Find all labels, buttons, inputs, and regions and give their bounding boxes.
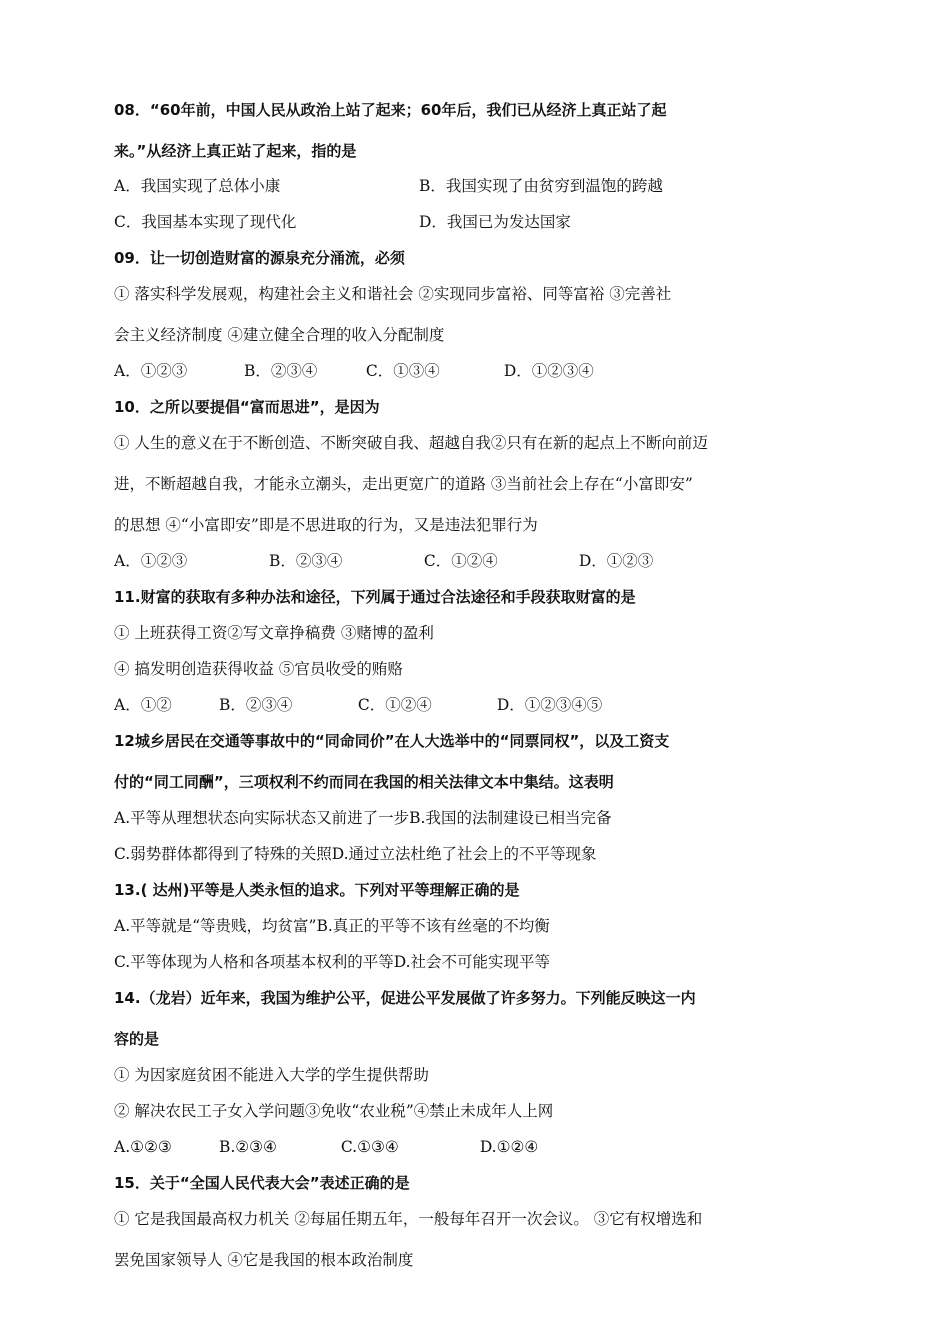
question-10-option-d: D．①②③ [578, 552, 654, 570]
question-10-options [114, 551, 653, 571]
question-10-items-line-3: 的思想 ④“小富即安”即是不思进取的行为，又是违法犯罪行为 [114, 516, 538, 534]
question-08-option-a: A．我国实现了总体小康 [114, 177, 281, 195]
question-10-stem: 10．之所以要提倡“富而思进”，是因为 [114, 398, 380, 416]
question-09-option-a: A．①②③ [114, 362, 188, 380]
question-11-stem: 11.财富的获取有多种办法和途径，下列属于通过合法途径和手段获取财富的是 [114, 588, 636, 606]
question-14-stem-line-1: 14.（龙岩）近年来，我国为维护公平，促进公平发展做了许多努力。下列能反映这一内 [114, 989, 696, 1007]
question-11-option-b: B．②③④ [218, 696, 293, 714]
question-11-items-line-2: ④ 搞发明创造获得收益 ⑤官员收受的贿赂 [114, 660, 403, 678]
question-08-stem-line-1: 08．“60年前，中国人民从政治上站了起来；60年后，我们已从经济上真正站了起 [114, 101, 667, 119]
question-13-stem: 13.( 达州)平等是人类永恒的追求。下列对平等理解正确的是 [114, 881, 520, 899]
question-14-items-line-2: ② 解决农民工子女入学问题③免收“农业税”④禁止未成年人上网 [114, 1102, 554, 1120]
question-15-items-line-2: 罢免国家领导人 ④它是我国的根本政治制度 [114, 1251, 414, 1269]
question-11-items-line-1: ① 上班获得工资②写文章挣稿费 ③赌博的盈利 [114, 624, 434, 642]
question-08-stem-line-2: 来。”从经济上真正站了起来，指的是 [114, 142, 357, 160]
question-14-stem-line-2: 容的是 [114, 1030, 160, 1048]
question-15-items-line-1: ① 它是我国最高权力机关 ②每届任期五年，一般每年召开一次会议。 ③它有权增选和 [114, 1210, 703, 1228]
question-13-options-row-2: C.平等体现为人格和各项基本权利的平等D.社会不可能实现平等 [114, 953, 551, 971]
question-12-stem-line-2: 付的“同工同酬”，三项权利不约而同在我国的相关法律文本中集结。这表明 [114, 773, 614, 791]
question-11-option-d: D．①②③④⑤ [496, 696, 603, 714]
question-08-options-row-2 [114, 212, 571, 232]
question-14-options [114, 1137, 538, 1157]
question-09-stem: 09．让一切创造财富的源泉充分涌流，必须 [114, 249, 405, 267]
question-09-items-line-1: ① 落实科学发展观，构建社会主义和谐社会 ②实现同步富裕、同等富裕 ③完善社 [114, 285, 672, 303]
question-09-options [114, 361, 594, 381]
question-09-option-c: C．①③④ [365, 362, 440, 380]
question-08-options-row-1 [114, 176, 663, 196]
question-10-option-a: A．①②③ [114, 552, 188, 570]
question-14-option-c: C.①③④ [340, 1138, 399, 1156]
question-14-option-b: B.②③④ [218, 1138, 277, 1156]
question-11-options [114, 695, 602, 715]
question-08-option-d: D．我国已为发达国家 [418, 213, 571, 231]
question-13-options-row-1: A.平等就是“等贵贱，均贫富”B.真正的平等不该有丝毫的不均衡 [114, 917, 550, 935]
question-14-items-line-1: ① 为因家庭贫困不能进入大学的学生提供帮助 [114, 1066, 429, 1084]
question-10-option-b: B．②③④ [268, 552, 343, 570]
question-10-items-line-1: ① 人生的意义在于不断创造、不断突破自我、超越自我②只有在新的起点上不断向前迈 [114, 434, 708, 452]
question-09-option-b: B．②③④ [243, 362, 318, 380]
question-08-option-c: C．我国基本实现了现代化 [114, 213, 297, 231]
question-08-option-b: B．我国实现了由贫穷到温饱的跨越 [418, 177, 663, 195]
question-12-options-row-2: C.弱势群体都得到了特殊的关照D.通过立法杜绝了社会上的不平等现象 [114, 845, 597, 863]
question-10-option-c: C．①②④ [423, 552, 498, 570]
question-11-option-c: C．①②④ [357, 696, 432, 714]
question-15-stem: 15．关于“全国人民代表大会”表述正确的是 [114, 1174, 410, 1192]
question-14-option-d: D.①②④ [479, 1138, 539, 1156]
question-09-option-d: D．①②③④ [503, 362, 594, 380]
question-14-option-a: A.①②③ [114, 1138, 172, 1156]
question-11-option-a: A．①② [114, 696, 172, 714]
question-09-items-line-2: 会主义经济制度 ④建立健全合理的收入分配制度 [114, 326, 445, 344]
question-12-options-row-1: A.平等从理想状态向实际状态又前进了一步B.我国的法制建设已相当完备 [114, 809, 612, 827]
question-10-items-line-2: 进，不断超越自我，才能永立潮头，走出更宽广的道路 ③当前社会上存在“小富即安” [114, 475, 693, 493]
question-12-stem-line-1: 12城乡居民在交通等事故中的“同命同价”在人大选举中的“同票同权”，以及工资支 [114, 732, 670, 750]
